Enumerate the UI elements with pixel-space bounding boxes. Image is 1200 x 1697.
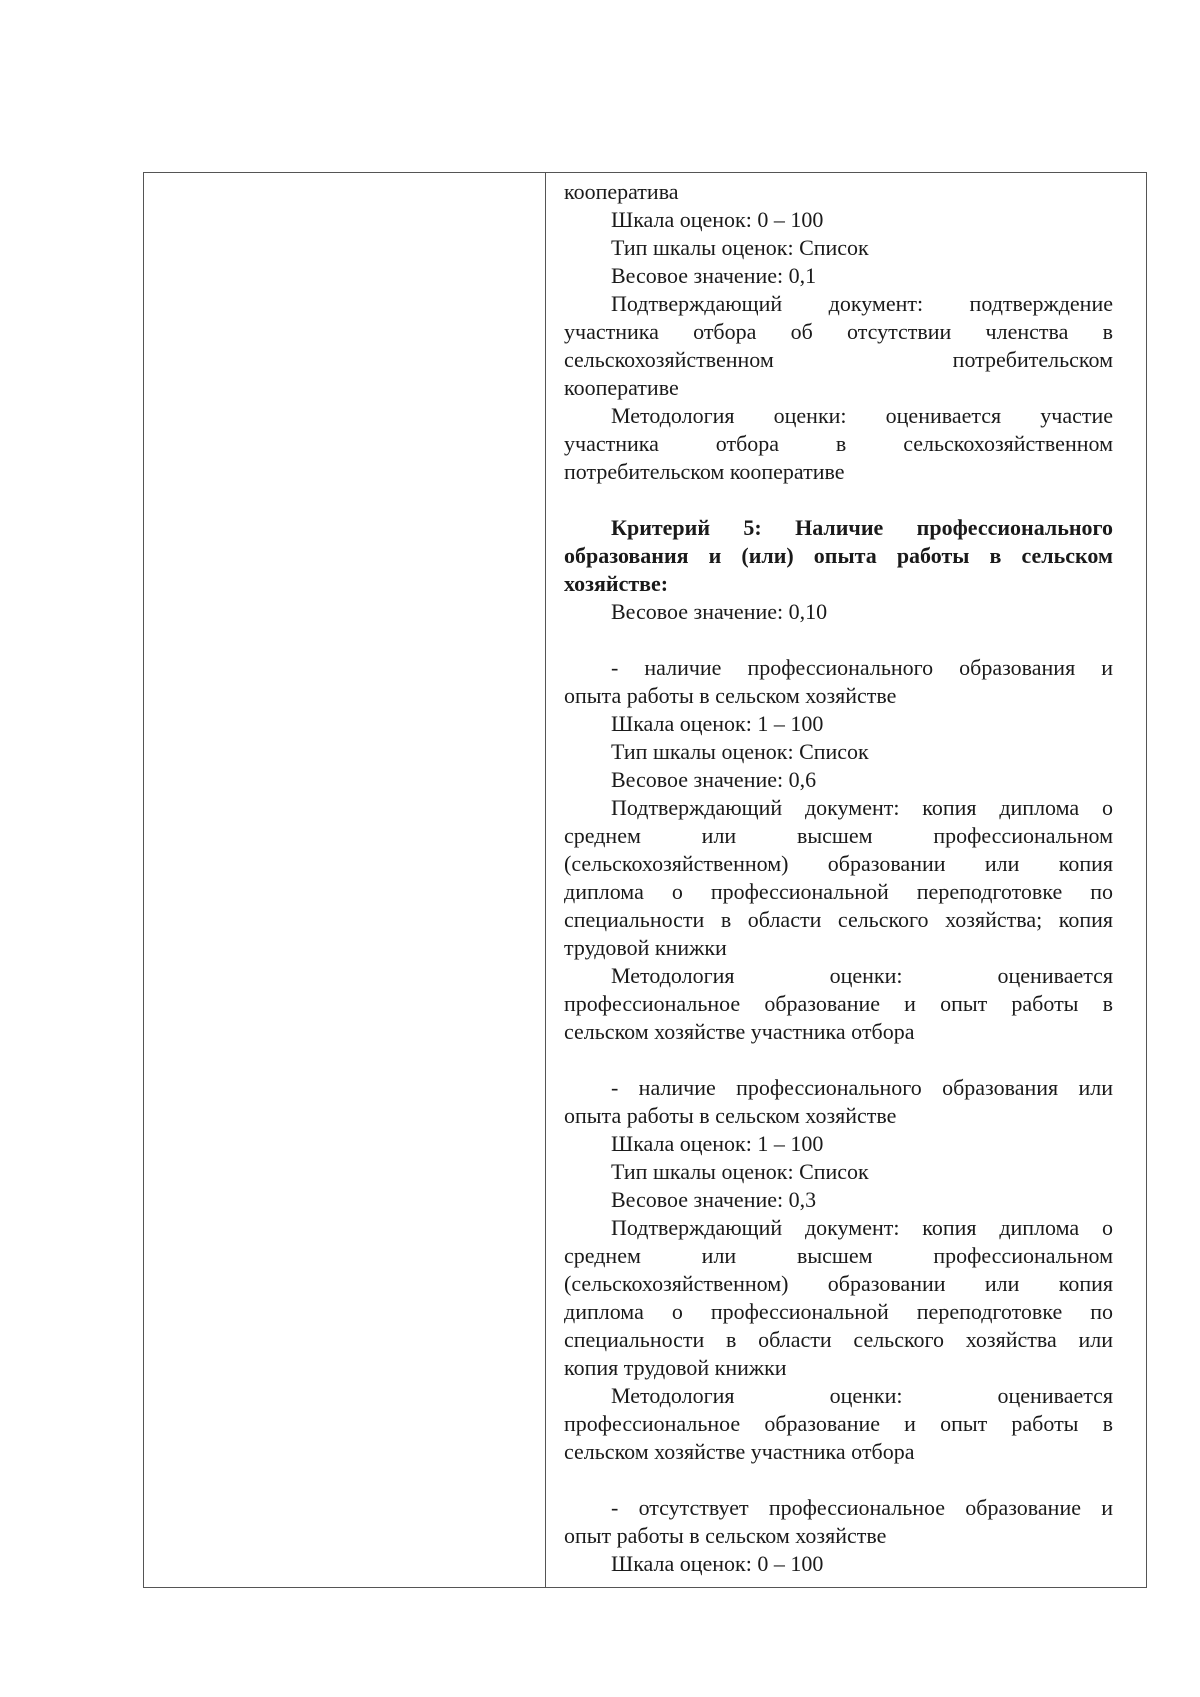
spacer	[564, 626, 1113, 654]
text-line: среднем или высшем профессиональном	[564, 1243, 1113, 1268]
text-line: - отсутствует профессиональное образование и	[611, 1495, 1113, 1520]
text-line: Методология оценки: оценивается участие	[611, 403, 1113, 428]
text-line: Методология оценки: оценивается	[611, 1383, 1113, 1408]
spacer	[564, 1466, 1113, 1494]
text-line: диплома о профессиональной переподготовке по	[564, 1299, 1113, 1324]
text-line: - наличие профессионального образования или	[611, 1075, 1113, 1100]
text-line: Подтверждающий документ: копия диплома о	[611, 795, 1113, 820]
text-line: профессиональное образование и опыт работы в	[564, 991, 1113, 1016]
text-line: опыта работы в сельском хозяйстве	[564, 1103, 897, 1128]
spacer	[564, 486, 1113, 514]
text-line: среднем или высшем профессиональном	[564, 823, 1113, 848]
text-line: (сельскохозяйственном) образовании или копия	[564, 851, 1113, 876]
table-right-column	[546, 173, 1146, 1587]
text-line: участника отбора в сельскохозяйственном	[564, 431, 1113, 456]
text-line: Весовое значение: 0,3	[611, 1187, 817, 1212]
text-line: Весовое значение: 0,10	[611, 599, 828, 624]
text-line: - наличие профессионального образования и	[611, 655, 1113, 680]
text-line: участника отбора об отсутствии членства в	[564, 319, 1113, 344]
text-line: сельском хозяйстве участника отбора	[564, 1019, 915, 1044]
text-line: сельском хозяйстве участника отбора	[564, 1439, 915, 1464]
text-line: Весовое значение: 0,1	[611, 263, 817, 288]
text-line: диплома о профессиональной переподготовке по	[564, 879, 1113, 904]
text-line: потребительском кооперативе	[564, 459, 845, 484]
text-line: Тип шкалы оценок: Список	[611, 1159, 869, 1184]
text-line: Подтверждающий документ: подтверждение	[611, 291, 1113, 316]
text-line: Методология оценки: оценивается	[611, 963, 1113, 988]
text-line: Подтверждающий документ: копия диплома о	[611, 1215, 1113, 1240]
text-line: опыта работы в сельском хозяйстве	[564, 683, 897, 708]
spacer	[564, 1046, 1113, 1074]
text-line: Шкала оценок: 0 – 100	[611, 207, 824, 232]
text-line: Шкала оценок: 1 – 100	[611, 1131, 824, 1156]
text-line: (сельскохозяйственном) образовании или копия	[564, 1271, 1113, 1296]
text-line: копия трудовой книжки	[564, 1355, 787, 1380]
table-left-column	[144, 173, 546, 1587]
text-line: специальности в области сельского хозяйства; копия	[564, 907, 1113, 932]
text-line: Шкала оценок: 1 – 100	[611, 711, 824, 736]
criterion-heading: хозяйстве:	[564, 571, 669, 596]
text-line: кооператива	[564, 179, 679, 204]
criteria-table	[143, 172, 1147, 1588]
text-line: профессиональное образование и опыт работы в	[564, 1411, 1113, 1436]
text-line: специальности в области сельского хозяйства или	[564, 1327, 1113, 1352]
text-line: опыт работы в сельском хозяйстве	[564, 1523, 887, 1548]
text-line: Тип шкалы оценок: Список	[611, 235, 869, 260]
text-line: Тип шкалы оценок: Список	[611, 739, 869, 764]
criterion-heading: Критерий 5: Наличие профессионального	[611, 515, 1113, 540]
text-line: трудовой книжки	[564, 935, 727, 960]
criterion-heading: образования и (или) опыта работы в сельском	[564, 543, 1113, 568]
text-line: кооперативе	[564, 375, 679, 400]
text-line: Весовое значение: 0,6	[611, 767, 817, 792]
text-line: Шкала оценок: 0 – 100	[611, 1551, 824, 1576]
text-line: сельскохозяйственном потребительском	[564, 347, 1113, 372]
